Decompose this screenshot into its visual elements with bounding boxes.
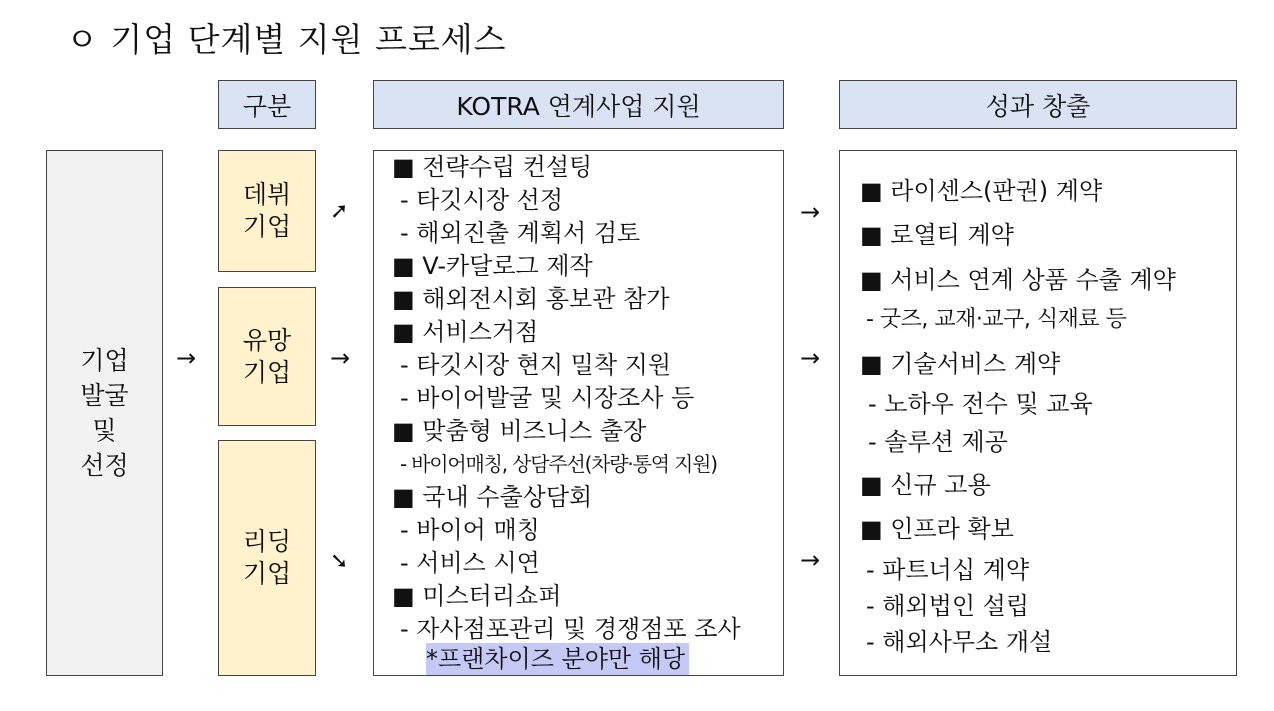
- outcome-item: ■ 인프라 확보: [860, 515, 1014, 543]
- arrow-discovery-to-stage: →: [176, 344, 197, 372]
- support-item: ■ 전략수립 컨설팅: [392, 153, 593, 181]
- arrow-out-3-icon: →: [800, 546, 821, 574]
- outcome-item: ■ 서비스 연계 상품 수출 계약: [860, 266, 1176, 294]
- outcome-subitem: - 파트너십 계약: [866, 556, 1030, 584]
- stage-debut-box: [218, 150, 316, 272]
- outcome-subitem: - 해외법인 설립: [866, 592, 1030, 620]
- arrow-up-right-icon: ➚: [330, 199, 349, 224]
- support-subitem: - 바이어 매칭: [400, 516, 540, 544]
- arrow-out-2-icon: →: [800, 344, 821, 372]
- support-item: ■ 맞춤형 비즈니스 출장: [392, 417, 647, 445]
- stage-promising-line: 기업: [242, 357, 292, 387]
- franchise-note: *프랜차이즈 분야만 해당: [426, 643, 689, 675]
- support-item: ■ 서비스거점: [392, 318, 539, 346]
- outcome-subitem: - 굿즈, 교재·교구, 식재료 등: [866, 307, 1127, 332]
- header-category-label: 구분: [242, 91, 292, 121]
- stage-leading-line: 기업: [242, 559, 292, 588]
- header-support: [373, 80, 784, 129]
- support-subitem: - 해외진출 계획서 검토: [400, 219, 641, 247]
- outcome-item: ■ 기술서비스 계약: [860, 350, 1061, 378]
- support-item: ■ 해외전시회 홍보관 참가: [392, 285, 670, 313]
- support-subitem: - 서비스 시연: [400, 549, 540, 577]
- discovery-line: 기업: [80, 346, 129, 375]
- support-item: ■ 국내 수출상담회: [392, 483, 593, 511]
- arrow-right-icon: →: [330, 344, 351, 372]
- stage-promising-box: [218, 287, 316, 426]
- outcome-list-box: [839, 150, 1237, 676]
- discovery-line: 및: [92, 416, 117, 445]
- discovery-line: 선정: [80, 451, 129, 480]
- outcome-item: ■ 라이센스(판권) 계약: [860, 177, 1103, 205]
- outcome-item: ■ 신규 고용: [860, 471, 991, 499]
- outcome-item: ■ 로열티 계약: [860, 221, 1014, 249]
- outcome-subitem: - 솔루션 제공: [868, 428, 1008, 456]
- header-outcome: [839, 80, 1237, 129]
- header-outcome-label: 성과 창출: [985, 91, 1091, 121]
- stage-debut-line: 기업: [242, 212, 292, 241]
- header-category: [218, 80, 316, 129]
- support-subitem: - 바이어매칭, 상담주선(차량·통역 지원): [400, 452, 717, 476]
- arrow-out-1-icon: →: [800, 198, 821, 226]
- outcome-subitem: - 해외사무소 개설: [866, 628, 1053, 656]
- support-subitem: - 자사점포관리 및 경쟁점포 조사: [400, 615, 741, 643]
- support-item: ■ 미스터리쇼퍼: [392, 582, 562, 610]
- stage-debut-line: 데뷔: [242, 180, 292, 209]
- header-support-label: KOTRA 연계사업 지원: [456, 91, 701, 121]
- arrow-down-right-icon: ➘: [330, 549, 349, 574]
- support-subitem: - 타깃시장 선정: [400, 186, 564, 214]
- outcome-subitem: - 노하우 전수 및 교육: [868, 390, 1093, 418]
- stage-leading-box: [218, 440, 316, 676]
- support-subitem: - 타깃시장 현지 밀착 지원: [400, 351, 672, 379]
- support-subitem: - 바이어발굴 및 시장조사 등: [400, 384, 695, 412]
- page-title: ㅇ 기업 단계별 지원 프로세스: [66, 20, 507, 59]
- support-list-box: [373, 150, 784, 676]
- support-item: ■ V-카달로그 제작: [392, 252, 593, 280]
- stage-leading-line: 리딩: [242, 527, 292, 556]
- discovery-line: 발굴: [80, 381, 129, 410]
- discovery-box: [46, 150, 163, 676]
- stage-promising-line: 유망: [242, 325, 292, 355]
